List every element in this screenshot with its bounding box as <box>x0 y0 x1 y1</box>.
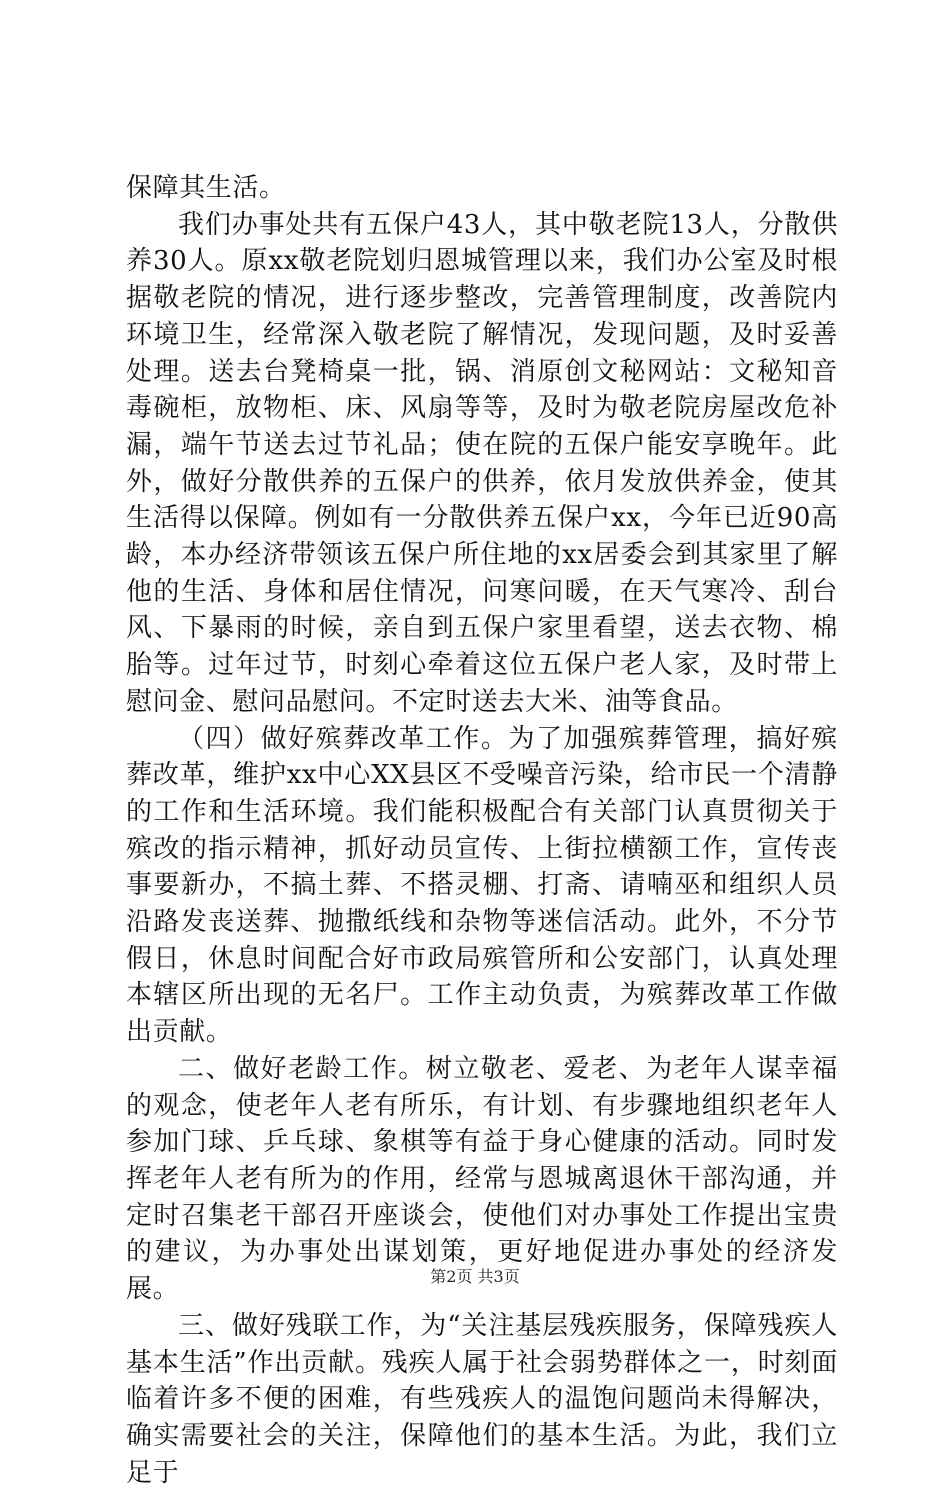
paragraph-elderly-home: 我们办事处共有五保户43人，其中敬老院13人，分散供养30人。原xx敬老院划归恩城管理以来，我们办公室及时根据敬老院的情况，进行逐步整改，完善管理制度，改善院内环境卫生，经常深入敬老院了解情况，发现问题，及时妥善处理。送去台凳椅桌一批，锅、消原创文秘网站：文秘知音毒碗柜，放物柜、床、风扇等等，及时为敬老院房屋改危补漏，端午节送去过节礼品；使在院的五保户能安享晚年。此外，做好分散供养的五保户的供养，依月发放供养金，使其生活得以保障。例如有一分散供养五保户xx，今年已近90高龄，本办经济带领该五保户所住地的xx居委会到其家里了解他的生活、身体和居住情况，问寒问暖，在天气寒冷、刮台风、下暴雨的时候，亲自到五保户家里看望，送去衣物、棉胎等。过年过节，时刻心牵着这位五保户老人家，及时带上慰问金、慰问品慰问。不定时送去大米、油等食品。 <box>126 209 838 717</box>
document-body <box>126 170 838 1491</box>
paragraph-funeral-reform: （四）做好殡葬改革工作。为了加强殡葬管理，搞好殡葬改革，维护xx中心XX县区不受噪音污染，给市民一个清静的工作和生活环境。我们能积极配合有关部门认真贯彻关于殡改的指示精神，抓好动员宣传、上街拉横额工作，宣传丧事要新办，不搞土葬、不搭灵棚、打斋、请喃巫和组织人员沿路发丧送葬、抛撒纸线和杂物等迷信活动。此外，不分节假日，休息时间配合好市政局殡管所和公安部门，认真处理本辖区所出现的无名尸。工作主动负责，为殡葬改革工作做出贡献。 <box>126 723 838 1048</box>
paragraph-continuation: 保障其生活。 <box>126 173 286 203</box>
paragraph-aging-work: 二、做好老龄工作。树立敬老、爱老、为老年人谋幸福的观念，使老年人老有所乐，有计划、有步骤地组织老年人参加门球、乒乓球、象棋等有益于身心健康的活动。同时发挥老年人老有所为的作用，经常与恩城离退休干部沟通，并定时召集老干部召开座谈会，使他们对办事处工作提出宝贵的建议，为办事处出谋划策，更好地促进办事处的经济发展。 <box>126 1053 838 1305</box>
page-footer: 第2页 共3页 <box>430 1267 520 1286</box>
paragraph-disability-work: 三、做好残联工作，为“关注基层残疾服务，保障残疾人基本生活”作出贡献。残疾人属于社会弱势群体之一，时刻面临着许多不便的困难，有些残疾人的温饱问题尚未得解决，确实需要社会的关注，保障他们的基本生活。为此，我们立足于 <box>126 1310 838 1488</box>
